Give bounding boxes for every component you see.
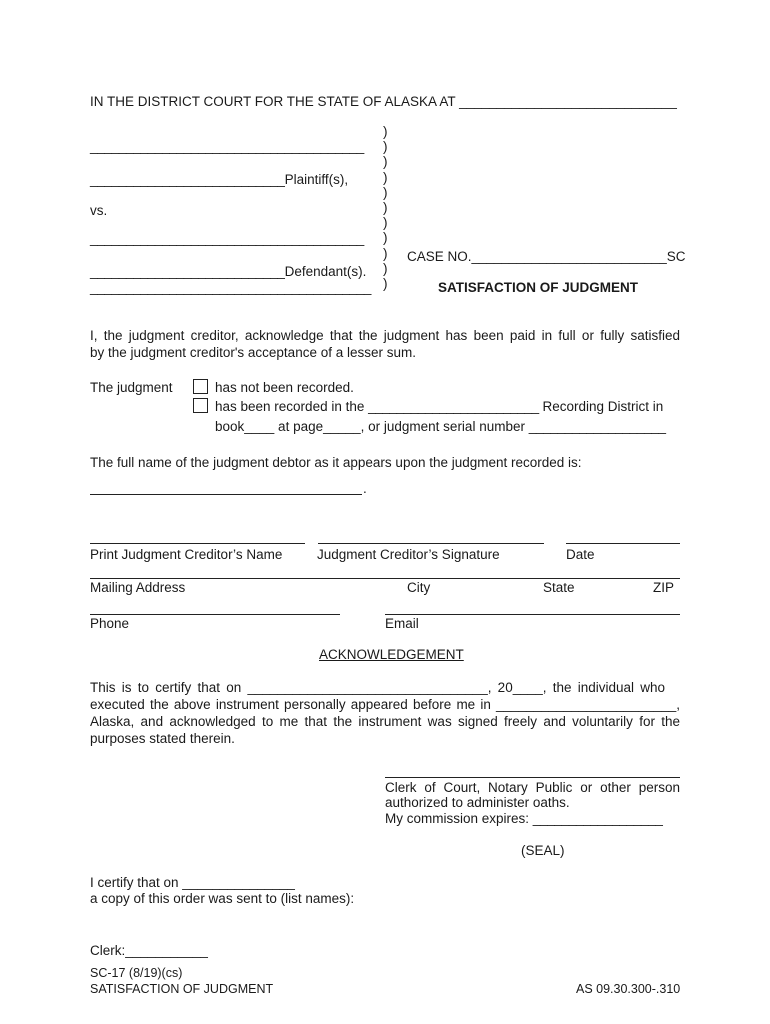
not-recorded-checkbox[interactable]	[193, 379, 208, 394]
notary-signature-line[interactable]	[385, 777, 680, 778]
certify-recipients-line: a copy of this order was sent to (list names):	[90, 891, 355, 906]
notary-title-line-2: authorized to administer oaths.	[385, 795, 570, 810]
case-number-label: CASE NO.	[407, 249, 472, 264]
commission-label: My commission expires:	[385, 811, 530, 826]
print-name-label: Print Judgment Creditor’s Name	[90, 547, 283, 562]
intro-line-2: by the judgment creditor's acceptance of a lesser sum.	[90, 345, 416, 360]
ack-line-4: purposes stated therein.	[90, 731, 235, 746]
not-recorded-label: has not been recorded.	[215, 380, 354, 395]
paren: )	[383, 200, 388, 216]
ack-line-3: Alaska, and acknowledged to me that the instrument was signed freely and voluntarily for the	[90, 714, 680, 729]
certify-date-line[interactable]: I certify that on _______________	[90, 875, 295, 890]
debtor-instruction: The full name of the judgment debtor as it appears upon the judgment recorded is:	[90, 455, 582, 470]
phone-line[interactable]	[90, 614, 340, 615]
ack-line-2: executed the above instrument personally appeared before me in ________________________,	[90, 697, 680, 712]
court-heading-text: IN THE DISTRICT COURT FOR THE STATE OF ALASKA AT	[90, 94, 456, 109]
signature-line[interactable]	[318, 543, 544, 544]
zip-label: ZIP	[653, 580, 675, 595]
serial-number-field[interactable]: ___________________	[528, 419, 666, 434]
address-line[interactable]	[90, 578, 680, 579]
mailing-address-label: Mailing Address	[90, 580, 186, 595]
plaintiff-label: Plaintiff(s),	[284, 172, 349, 187]
paren: )	[383, 154, 388, 170]
seal-label: (SEAL)	[521, 843, 565, 858]
state-label: State	[543, 580, 575, 595]
statute-reference: AS 09.30.300-.310	[576, 982, 681, 996]
email-line[interactable]	[385, 614, 680, 615]
recorded-checkbox[interactable]	[193, 398, 208, 413]
caption-parens	[383, 124, 388, 291]
email-label: Email	[385, 616, 419, 631]
paren: )	[383, 215, 388, 231]
commission-field[interactable]: __________________	[532, 811, 663, 826]
ack-line-1: This is to certify that on ________________________________, 20____, the individual who	[90, 680, 665, 695]
paren: )	[383, 169, 388, 185]
book-page-row	[215, 419, 666, 434]
recorded-label: has been recorded in the	[215, 399, 365, 414]
date-line[interactable]	[566, 543, 680, 544]
defendant-name-field[interactable]: ______________________________________	[90, 231, 364, 246]
case-number-row	[407, 249, 686, 264]
judgment-label: The judgment	[90, 380, 173, 395]
paren: )	[383, 230, 388, 246]
debtor-name-line[interactable]	[90, 494, 362, 495]
defendant-name-field-3[interactable]: _______________________________________	[90, 280, 372, 295]
form-number: SC-17 (8/19)(cs)	[90, 966, 183, 980]
intro-line-1: I, the judgment creditor, acknowledge that the judgment has been paid in full or fully satisfied	[90, 328, 680, 343]
recording-district-label: Recording District in	[542, 399, 664, 414]
defendant-name-field-2[interactable]: ___________________________	[90, 264, 285, 279]
recording-district-field[interactable]: ________________________	[368, 399, 539, 414]
notary-title-line-1: Clerk of Court, Notary Public or other person	[385, 780, 680, 795]
paren: )	[383, 124, 388, 139]
case-suffix: SC	[666, 249, 686, 264]
clerk-signature-field[interactable]: Clerk:___________	[90, 943, 208, 958]
plaintiff-row	[90, 172, 348, 187]
versus-label: vs.	[90, 203, 108, 218]
court-heading	[90, 94, 677, 109]
acknowledgement-heading: ACKNOWLEDGEMENT	[319, 647, 464, 662]
paren: )	[383, 245, 388, 261]
commission-row	[385, 811, 663, 826]
paren: )	[383, 139, 388, 155]
case-number-field[interactable]: __________________________	[471, 249, 667, 264]
city-label: City	[407, 580, 431, 595]
paren: )	[383, 260, 388, 276]
paren: )	[383, 184, 388, 200]
plaintiff-name-field[interactable]: ______________________________________	[90, 139, 364, 154]
recorded-row	[215, 399, 663, 414]
form-title: SATISFACTION OF JUDGMENT	[438, 280, 639, 295]
form-name-footer: SATISFACTION OF JUDGMENT	[90, 982, 274, 996]
signature-label: Judgment Creditor’s Signature	[317, 547, 500, 562]
book-page-label[interactable]: book____ at page_____, or judgment serial number	[215, 419, 525, 434]
debtor-period: .	[363, 481, 367, 496]
paren: )	[383, 276, 388, 292]
date-label: Date	[566, 547, 595, 562]
court-location-field[interactable]: _____________________________	[459, 94, 677, 109]
phone-label: Phone	[90, 616, 130, 631]
defendant-label: Defendant(s).	[284, 264, 367, 279]
plaintiff-name-field-2[interactable]: ___________________________	[90, 172, 285, 187]
defendant-row	[90, 264, 366, 279]
print-name-line[interactable]	[90, 543, 305, 544]
